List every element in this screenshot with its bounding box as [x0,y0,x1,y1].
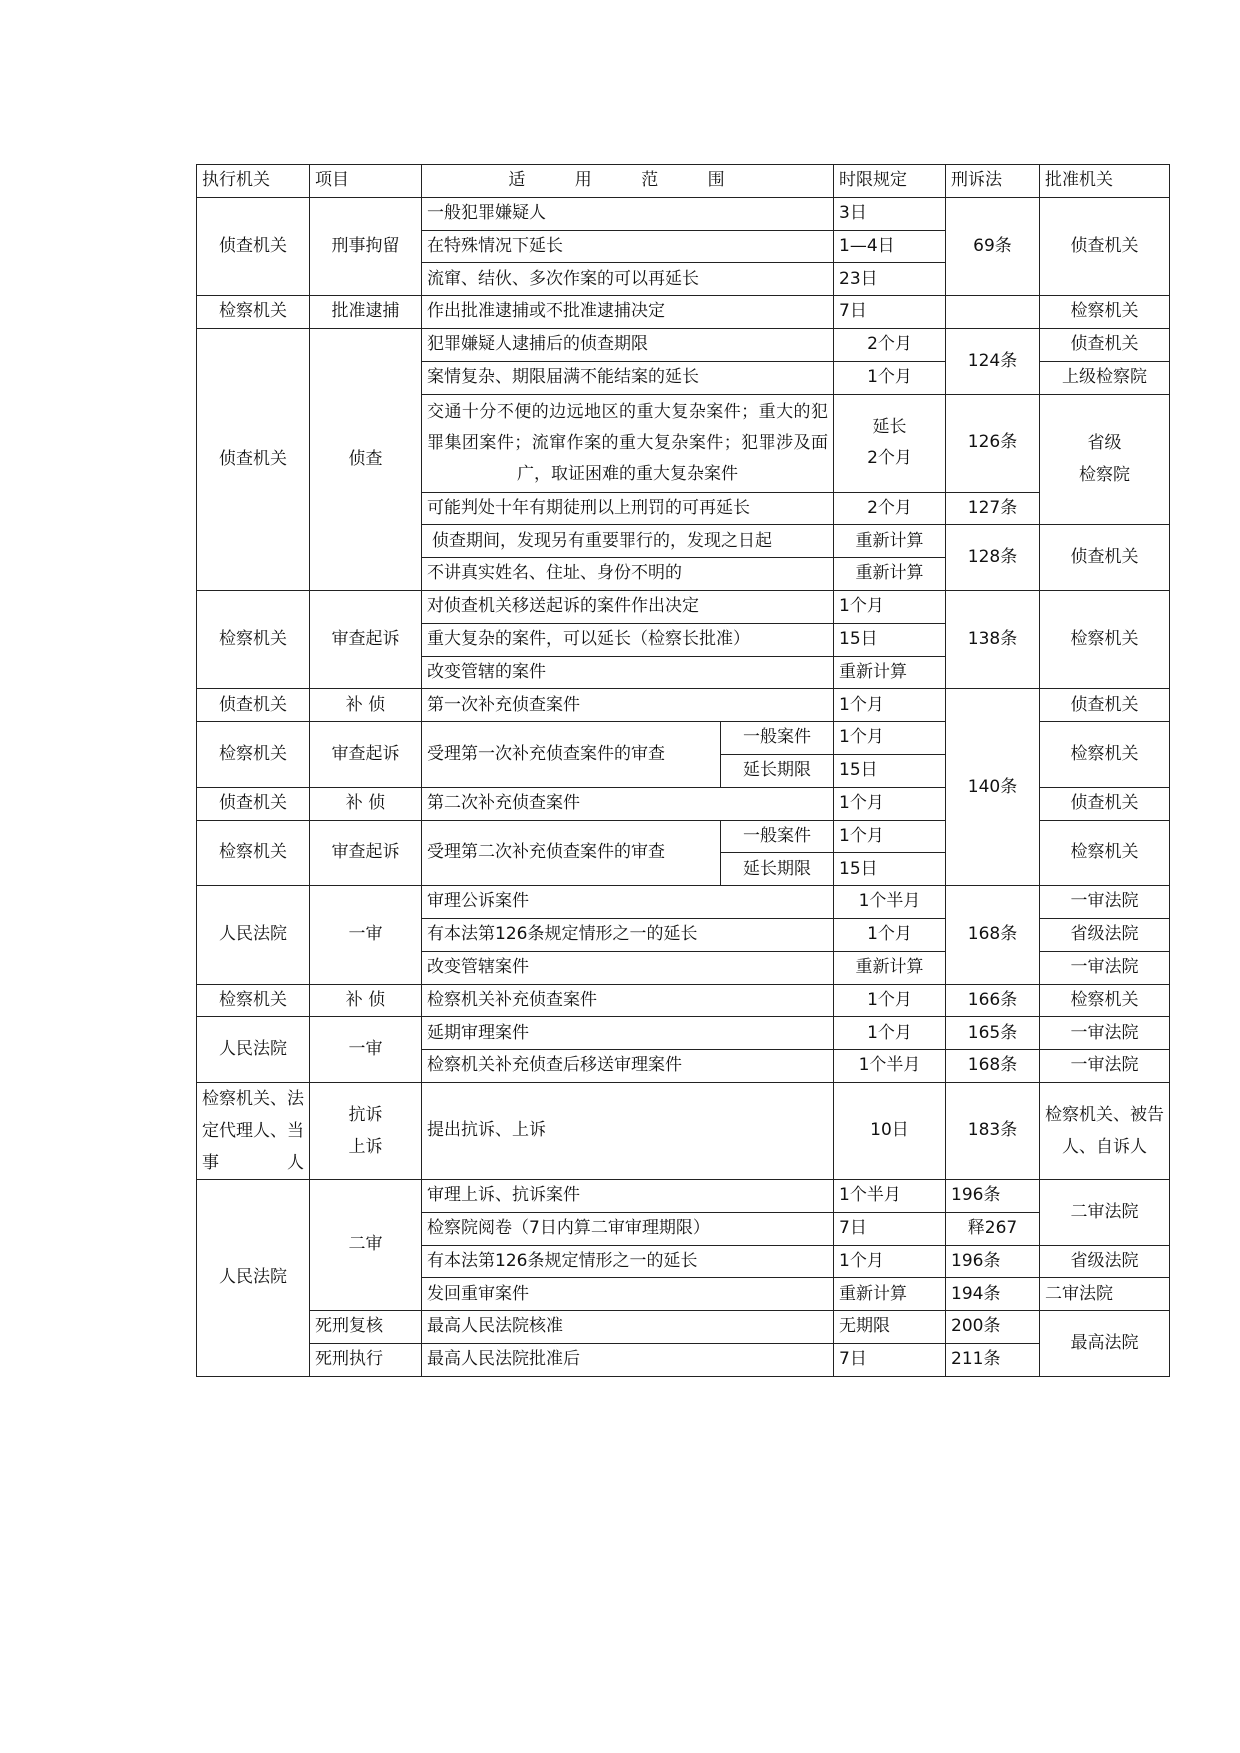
approve-org-cell: 上级检察院 [1040,361,1170,394]
time-limit-cell: 7日 [834,1212,946,1245]
table-row [197,1343,1170,1376]
exec-org-cell: 人民法院 [197,1179,310,1376]
approve-org-cell: 省级法院 [1040,1245,1170,1278]
law-cell: 196条 [946,1179,1040,1212]
approve-org-cell: 最高法院 [1040,1311,1170,1377]
law-cell: 124条 [946,328,1040,394]
time-limit-cell: 1—4日 [834,230,946,263]
exec-org-cell: 人民法院 [197,1017,310,1083]
approve-org-cell: 侦查机关 [1040,689,1170,722]
time-limit-cell: 3日 [834,197,946,230]
approve-org-cell: 二审法院 [1040,1179,1170,1245]
exec-org-cell: 侦查机关 [197,787,310,820]
law-cell: 196条 [946,1245,1040,1278]
time-limit-cell: 1个月 [834,787,946,820]
time-limit-cell: 1个月 [834,820,946,853]
table-row [197,328,1170,361]
time-limit-cell: 1个半月 [834,1179,946,1212]
item-cell: 刑事拘留 [310,197,422,295]
scope-cell: 受理第二次补充侦查案件的审查 [422,820,721,886]
header-item: 项目 [310,165,422,198]
sub-scope-cell: 延长期限 [721,754,834,787]
scope-cell: 检察机关补充侦查案件 [422,984,834,1017]
time-limit-cell: 15日 [834,623,946,656]
item-cell: 补 侦 [310,689,422,722]
scope-cell: 检察院阅卷（7日内算二审审理期限） [422,1212,834,1245]
approve-org-cell: 二审法院 [1040,1278,1170,1311]
law-cell: 128条 [946,525,1040,591]
scope-cell: 案情复杂、期限届满不能结案的延长 [422,361,834,394]
law-cell-empty [946,296,1040,329]
approve-org-cell: 检察机关、被告人、自诉人 [1040,1082,1170,1179]
table-row [197,197,1170,230]
time-limit-cell: 重新计算 [834,1278,946,1311]
exec-org-cell: 人民法院 [197,886,310,984]
scope-cell: 最高人民法院核准 [422,1311,834,1344]
scope-cell: 发回重审案件 [422,1278,834,1311]
exec-org-cell: 侦查机关 [197,328,310,590]
law-cell: 165条 [946,1017,1040,1050]
time-limit-cell: 1个月 [834,1245,946,1278]
law-cell: 168条 [946,886,1040,984]
law-cell: 183条 [946,1082,1040,1179]
scope-cell: 交通十分不便的边远地区的重大复杂案件；重大的犯罪集团案件；流窜作案的重大复杂案件；犯罪涉及面广，取证困难的重大复杂案件 [422,394,834,492]
approve-org-cell: 侦查机关 [1040,525,1170,591]
approve-org-cell: 省级 检察院 [1040,394,1170,525]
exec-org-cell: 检察机关 [197,722,310,788]
table-row [197,1179,1170,1212]
scope-cell: 延期审理案件 [422,1017,834,1050]
approve-org-cell: 侦查机关 [1040,197,1170,295]
scope-cell: 重大复杂的案件，可以延长（检察长批准） [422,623,834,656]
exec-org-cell: 检察机关 [197,984,310,1017]
time-limit-table [196,164,1170,1377]
law-cell: 释267 [946,1212,1040,1245]
approve-org-cell: 一审法院 [1040,1050,1170,1083]
scope-cell: 不讲真实姓名、住址、身份不明的 [422,558,834,591]
time-limit-cell: 重新计算 [834,656,946,689]
exec-org-cell: 检察机关 [197,296,310,329]
scope-cell: 最高人民法院批准后 [422,1343,834,1376]
scope-cell: 对侦查机关移送起诉的案件作出决定 [422,590,834,623]
scope-cell: 审理上诉、抗诉案件 [422,1179,834,1212]
scope-cell: 受理第一次补充侦查案件的审查 [422,722,721,788]
exec-org-cell: 检察机关 [197,820,310,886]
scope-cell: 改变管辖的案件 [422,656,834,689]
header-row [197,165,1170,198]
sub-scope-cell: 一般案件 [721,722,834,755]
approve-org-cell: 侦查机关 [1040,787,1170,820]
time-limit-cell: 1个月 [834,984,946,1017]
time-limit-cell: 2个月 [834,492,946,525]
table-row [197,689,1170,722]
table-row [197,886,1170,919]
time-limit-cell: 重新计算 [834,558,946,591]
time-limit-cell: 10日 [834,1082,946,1179]
time-limit-cell: 7日 [834,296,946,329]
item-cell: 侦查 [310,328,422,590]
sub-scope-cell: 延长期限 [721,853,834,886]
law-cell: 140条 [946,689,1040,886]
header-time-limit: 时限规定 [834,165,946,198]
approve-org-cell: 检察机关 [1040,590,1170,688]
table-row [197,1017,1170,1050]
time-limit-cell: 1个半月 [834,1050,946,1083]
item-cell: 二审 [310,1179,422,1310]
law-cell: 69条 [946,197,1040,295]
time-limit-cell: 重新计算 [834,525,946,558]
item-cell: 批准逮捕 [310,296,422,329]
scope-cell: 第二次补充侦查案件 [422,787,834,820]
approve-org-cell: 检察机关 [1040,820,1170,886]
item-cell: 一审 [310,886,422,984]
time-limit-cell: 1个月 [834,918,946,951]
time-limit-cell: 15日 [834,853,946,886]
item-cell: 审查起诉 [310,722,422,788]
law-cell: 168条 [946,1050,1040,1083]
scope-cell: 审理公诉案件 [422,886,834,919]
scope-cell: 在特殊情况下延长 [422,230,834,263]
table-row [197,984,1170,1017]
header-scope: 适 用 范 围 [422,165,834,198]
item-cell: 一审 [310,1017,422,1083]
approve-org-cell: 省级法院 [1040,918,1170,951]
scope-cell: 一般犯罪嫌疑人 [422,197,834,230]
law-cell: 194条 [946,1278,1040,1311]
scope-cell: 犯罪嫌疑人逮捕后的侦查期限 [422,328,834,361]
header-exec-org: 执行机关 [197,165,310,198]
law-cell: 127条 [946,492,1040,525]
scope-cell: 流窜、结伙、多次作案的可以再延长 [422,263,834,296]
time-limit-cell: 延长 2个月 [834,394,946,492]
item-cell: 审查起诉 [310,820,422,886]
time-limit-cell: 1个月 [834,590,946,623]
item-cell: 死刑执行 [310,1343,422,1376]
item-cell: 审查起诉 [310,590,422,688]
table-row [197,1082,1170,1179]
table-row [197,1311,1170,1344]
scope-cell: 作出批准逮捕或不批准逮捕决定 [422,296,834,329]
scope-cell: 改变管辖案件 [422,951,834,984]
approve-org-cell: 一审法院 [1040,886,1170,919]
item-cell: 补 侦 [310,787,422,820]
scope-cell: 检察机关补充侦查后移送审理案件 [422,1050,834,1083]
time-limit-cell: 7日 [834,1343,946,1376]
law-cell: 138条 [946,590,1040,688]
approve-org-cell: 一审法院 [1040,1017,1170,1050]
scope-cell: 侦查期间，发现另有重要罪行的，发现之日起 [422,525,834,558]
exec-org-cell: 侦查机关 [197,689,310,722]
law-cell: 211条 [946,1343,1040,1376]
approve-org-cell: 检察机关 [1040,296,1170,329]
header-approve-org: 批准机关 [1040,165,1170,198]
time-limit-cell: 1个月 [834,1017,946,1050]
time-limit-cell: 1个月 [834,689,946,722]
time-limit-cell: 无期限 [834,1311,946,1344]
approve-org-cell: 检察机关 [1040,722,1170,788]
scope-cell: 可能判处十年有期徒刑以上刑罚的可再延长 [422,492,834,525]
approve-org-cell: 侦查机关 [1040,328,1170,361]
table-row [197,296,1170,329]
time-limit-cell: 2个月 [834,328,946,361]
item-cell: 补 侦 [310,984,422,1017]
time-limit-cell: 重新计算 [834,951,946,984]
exec-org-cell: 侦查机关 [197,197,310,295]
exec-org-cell: 检察机关 [197,590,310,688]
scope-cell: 有本法第126条规定情形之一的延长 [422,918,834,951]
time-limit-cell: 1个月 [834,361,946,394]
scope-cell: 有本法第126条规定情形之一的延长 [422,1245,834,1278]
time-limit-cell: 1个半月 [834,886,946,919]
law-cell: 126条 [946,394,1040,492]
law-cell: 166条 [946,984,1040,1017]
law-cell: 200条 [946,1311,1040,1344]
time-limit-cell: 1个月 [834,722,946,755]
sub-scope-cell: 一般案件 [721,820,834,853]
exec-org-cell: 检察机关、法定代理人、当事人 [197,1082,310,1179]
table-row [197,590,1170,623]
approve-org-cell: 检察机关 [1040,984,1170,1017]
approve-org-cell: 一审法院 [1040,951,1170,984]
time-limit-cell: 23日 [834,263,946,296]
time-limit-cell: 15日 [834,754,946,787]
item-cell: 抗诉 上诉 [310,1082,422,1179]
header-law: 刑诉法 [946,165,1040,198]
item-cell: 死刑复核 [310,1311,422,1344]
scope-cell: 第一次补充侦查案件 [422,689,834,722]
scope-cell: 提出抗诉、上诉 [422,1082,834,1179]
